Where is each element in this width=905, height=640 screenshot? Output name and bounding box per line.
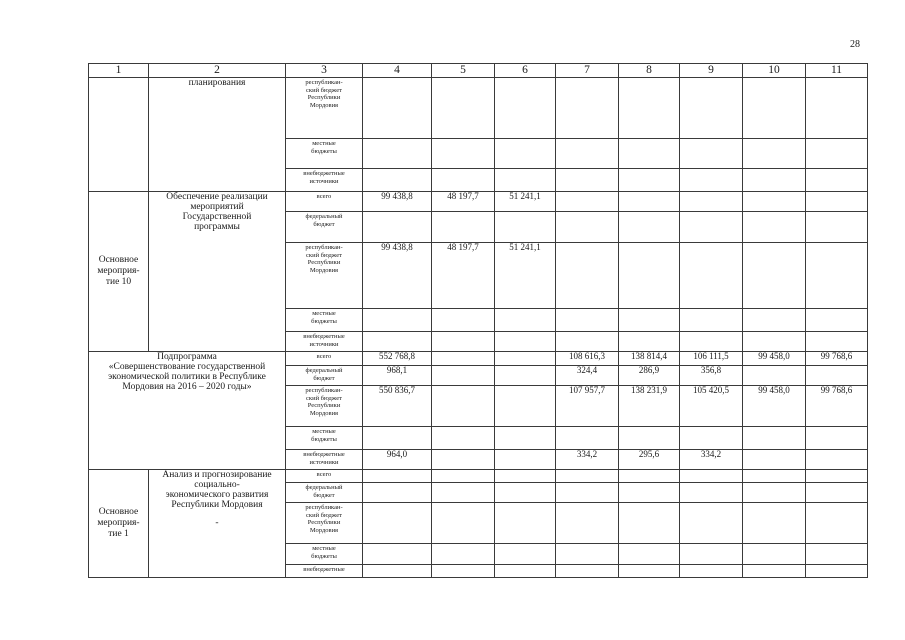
value-cell <box>806 483 868 503</box>
value-cell: 108 616,3 <box>556 352 619 366</box>
value-cell <box>363 483 432 503</box>
funding-source-cell <box>286 366 363 386</box>
value-cell <box>743 78 806 139</box>
funding-source-label: внебюджетные <box>303 566 345 573</box>
value-cell: 48 197,7 <box>432 243 495 309</box>
value-cell <box>743 212 806 243</box>
value-cell <box>495 139 556 169</box>
value-cell <box>680 309 743 332</box>
value-cell <box>806 427 868 450</box>
value-cell <box>432 427 495 450</box>
funding-source-label: федеральный бюджет <box>305 484 343 499</box>
value-cell: 99 458,0 <box>743 352 806 366</box>
value-cell <box>495 483 556 503</box>
value-cell: 964,0 <box>363 450 432 470</box>
value-cell: 107 957,7 <box>556 386 619 427</box>
value-cell <box>495 309 556 332</box>
column-header: 6 <box>495 64 556 78</box>
value-cell <box>806 192 868 212</box>
value-cell <box>432 386 495 427</box>
column-header: 2 <box>149 64 286 78</box>
value-cell <box>743 427 806 450</box>
funding-source-cell <box>286 332 363 352</box>
column-header: 4 <box>363 64 432 78</box>
header-row <box>89 64 868 78</box>
value-cell <box>806 139 868 169</box>
funding-source-cell <box>286 483 363 503</box>
value-cell <box>806 450 868 470</box>
value-cell <box>432 366 495 386</box>
value-cell <box>619 192 680 212</box>
funding-source-cell <box>286 139 363 169</box>
value-cell: 334,2 <box>680 450 743 470</box>
value-cell <box>680 139 743 169</box>
value-cell <box>680 169 743 192</box>
value-cell <box>743 332 806 352</box>
value-cell <box>432 332 495 352</box>
value-cell: 286,9 <box>619 366 680 386</box>
funding-source-label: республикан- ский бюджет Республики Мордовия <box>305 387 343 417</box>
value-cell <box>495 332 556 352</box>
value-cell <box>556 243 619 309</box>
value-cell <box>495 503 556 544</box>
value-cell <box>743 565 806 578</box>
column-header: 1 <box>89 64 149 78</box>
subprogram-name-cell <box>89 352 286 470</box>
funding-source-label: внебюджетные источники <box>303 451 345 466</box>
funding-source-cell <box>286 544 363 565</box>
page-number: 28 <box>850 39 860 50</box>
table-row <box>89 352 868 366</box>
value-cell <box>680 544 743 565</box>
value-cell <box>806 212 868 243</box>
funding-source-label: республикан- ский бюджет Республики Мордовия <box>305 79 343 109</box>
table-row <box>89 78 868 139</box>
value-cell <box>743 366 806 386</box>
value-cell <box>432 470 495 483</box>
value-cell <box>806 332 868 352</box>
funding-source-cell <box>286 503 363 544</box>
value-cell <box>363 169 432 192</box>
value-cell <box>556 470 619 483</box>
funding-source-cell <box>286 470 363 483</box>
value-cell <box>806 243 868 309</box>
funding-source-label: местные бюджеты <box>311 310 337 325</box>
value-cell: 105 420,5 <box>680 386 743 427</box>
event-number-cell <box>89 192 149 352</box>
value-cell <box>743 483 806 503</box>
value-cell <box>806 309 868 332</box>
funding-source-cell <box>286 78 363 139</box>
value-cell <box>556 78 619 139</box>
event-name-cell <box>149 192 286 352</box>
value-cell <box>432 139 495 169</box>
value-cell <box>619 503 680 544</box>
value-cell <box>363 332 432 352</box>
value-cell <box>619 169 680 192</box>
funding-source-cell <box>286 212 363 243</box>
value-cell <box>556 544 619 565</box>
column-header: 8 <box>619 64 680 78</box>
value-cell <box>432 309 495 332</box>
funding-source-label: республикан- ский бюджет Республики Мордовия <box>305 504 343 534</box>
funding-source-label: местные бюджеты <box>311 140 337 155</box>
funding-source-label: местные бюджеты <box>311 545 337 560</box>
value-cell <box>680 332 743 352</box>
value-cell: 51 241,1 <box>495 192 556 212</box>
funding-source-cell <box>286 450 363 470</box>
value-cell <box>495 544 556 565</box>
value-cell <box>743 450 806 470</box>
value-cell <box>556 309 619 332</box>
value-cell <box>806 565 868 578</box>
value-cell <box>495 366 556 386</box>
dash-mark: - <box>215 518 219 528</box>
budget-table <box>88 63 868 578</box>
event-number-cell-text: Основное мероприя- тие 1 <box>97 507 140 539</box>
value-cell <box>619 243 680 309</box>
value-cell <box>363 309 432 332</box>
value-cell <box>432 565 495 578</box>
column-header: 7 <box>556 64 619 78</box>
value-cell <box>619 470 680 483</box>
value-cell <box>432 352 495 366</box>
event-name-cell <box>149 470 286 578</box>
value-cell <box>432 212 495 243</box>
value-cell <box>619 544 680 565</box>
event-name-cell-text: Анализ и прогнозирование социально- экономического развития Республики Мордовия <box>162 470 272 510</box>
value-cell <box>619 427 680 450</box>
value-cell: 48 197,7 <box>432 192 495 212</box>
funding-source-label: внебюджетные источники <box>303 333 345 348</box>
value-cell: 99 458,0 <box>743 386 806 427</box>
value-cell: 550 836,7 <box>363 386 432 427</box>
value-cell <box>680 483 743 503</box>
event-name-cell <box>149 78 286 192</box>
funding-source-cell <box>286 427 363 450</box>
value-cell <box>680 427 743 450</box>
value-cell <box>680 470 743 483</box>
column-header: 5 <box>432 64 495 78</box>
value-cell <box>556 169 619 192</box>
value-cell <box>743 544 806 565</box>
value-cell <box>556 139 619 169</box>
value-cell <box>432 544 495 565</box>
value-cell: 99 438,8 <box>363 192 432 212</box>
value-cell: 334,2 <box>556 450 619 470</box>
value-cell <box>619 78 680 139</box>
value-cell <box>806 503 868 544</box>
value-cell <box>556 332 619 352</box>
value-cell <box>556 192 619 212</box>
value-cell <box>363 139 432 169</box>
value-cell: 295,6 <box>619 450 680 470</box>
event-name-cell-text: Обеспечение реализации мероприятий Государственной программы <box>166 192 268 232</box>
value-cell <box>432 503 495 544</box>
value-cell <box>432 78 495 139</box>
funding-source-cell <box>286 192 363 212</box>
funding-source-label: всего <box>316 471 332 478</box>
funding-source-label: федеральный бюджет <box>305 367 343 382</box>
funding-source-cell <box>286 243 363 309</box>
value-cell <box>495 169 556 192</box>
value-cell <box>363 78 432 139</box>
value-cell: 356,8 <box>680 366 743 386</box>
event-number-cell-text: Основное мероприя- тие 10 <box>97 255 140 287</box>
table-row <box>89 192 868 212</box>
value-cell <box>806 544 868 565</box>
value-cell: 552 768,8 <box>363 352 432 366</box>
value-cell: 138 231,9 <box>619 386 680 427</box>
value-cell <box>806 78 868 139</box>
value-cell <box>619 212 680 243</box>
event-number-cell <box>89 470 149 578</box>
value-cell <box>363 212 432 243</box>
funding-source-cell <box>286 309 363 332</box>
value-cell <box>495 427 556 450</box>
funding-source-cell <box>286 352 363 366</box>
funding-source-label: всего <box>316 353 332 360</box>
value-cell <box>432 483 495 503</box>
value-cell <box>432 169 495 192</box>
value-cell <box>680 192 743 212</box>
value-cell <box>363 503 432 544</box>
value-cell <box>363 565 432 578</box>
value-cell <box>495 352 556 366</box>
value-cell <box>619 483 680 503</box>
value-cell: 99 768,6 <box>806 352 868 366</box>
event-name-cell-text: планирования <box>188 78 246 88</box>
value-cell <box>619 309 680 332</box>
value-cell <box>363 544 432 565</box>
value-cell: 51 241,1 <box>495 243 556 309</box>
value-cell <box>619 332 680 352</box>
value-cell <box>495 450 556 470</box>
value-cell <box>495 470 556 483</box>
value-cell <box>743 503 806 544</box>
value-cell: 99 438,8 <box>363 243 432 309</box>
column-header: 10 <box>743 64 806 78</box>
column-header: 3 <box>286 64 363 78</box>
funding-source-cell <box>286 386 363 427</box>
value-cell <box>680 212 743 243</box>
subprogram-name-cell-text: Подпрограмма «Совершенствование государственной экономической политики в Республике Мордовия на 2016 – 2020 годы» <box>108 352 266 392</box>
value-cell <box>743 309 806 332</box>
value-cell <box>806 366 868 386</box>
funding-source-cell <box>286 169 363 192</box>
value-cell <box>556 427 619 450</box>
value-cell <box>806 169 868 192</box>
funding-source-label: местные бюджеты <box>311 428 337 443</box>
value-cell: 99 768,6 <box>806 386 868 427</box>
value-cell <box>556 565 619 578</box>
event-number-cell <box>89 78 149 192</box>
value-cell <box>556 483 619 503</box>
value-cell <box>680 243 743 309</box>
value-cell <box>619 139 680 169</box>
value-cell <box>680 503 743 544</box>
value-cell <box>743 139 806 169</box>
value-cell: 106 111,5 <box>680 352 743 366</box>
value-cell <box>806 470 868 483</box>
table-row <box>89 470 868 483</box>
value-cell <box>495 386 556 427</box>
value-cell <box>363 470 432 483</box>
value-cell <box>556 212 619 243</box>
value-cell: 968,1 <box>363 366 432 386</box>
value-cell <box>743 192 806 212</box>
value-cell <box>743 169 806 192</box>
value-cell <box>680 78 743 139</box>
value-cell <box>363 427 432 450</box>
funding-source-label: всего <box>316 193 332 200</box>
value-cell: 324,4 <box>556 366 619 386</box>
funding-source-label: республикан- ский бюджет Республики Мордовия <box>305 244 343 274</box>
column-header: 11 <box>806 64 868 78</box>
value-cell <box>432 450 495 470</box>
value-cell <box>743 470 806 483</box>
funding-source-label: внебюджетные источники <box>303 170 345 185</box>
value-cell <box>556 503 619 544</box>
value-cell <box>680 565 743 578</box>
value-cell <box>495 78 556 139</box>
column-header: 9 <box>680 64 743 78</box>
funding-source-label: федеральный бюджет <box>305 213 343 228</box>
funding-source-cell <box>286 565 363 578</box>
value-cell <box>495 565 556 578</box>
value-cell <box>495 212 556 243</box>
value-cell: 138 814,4 <box>619 352 680 366</box>
value-cell <box>743 243 806 309</box>
value-cell <box>619 565 680 578</box>
